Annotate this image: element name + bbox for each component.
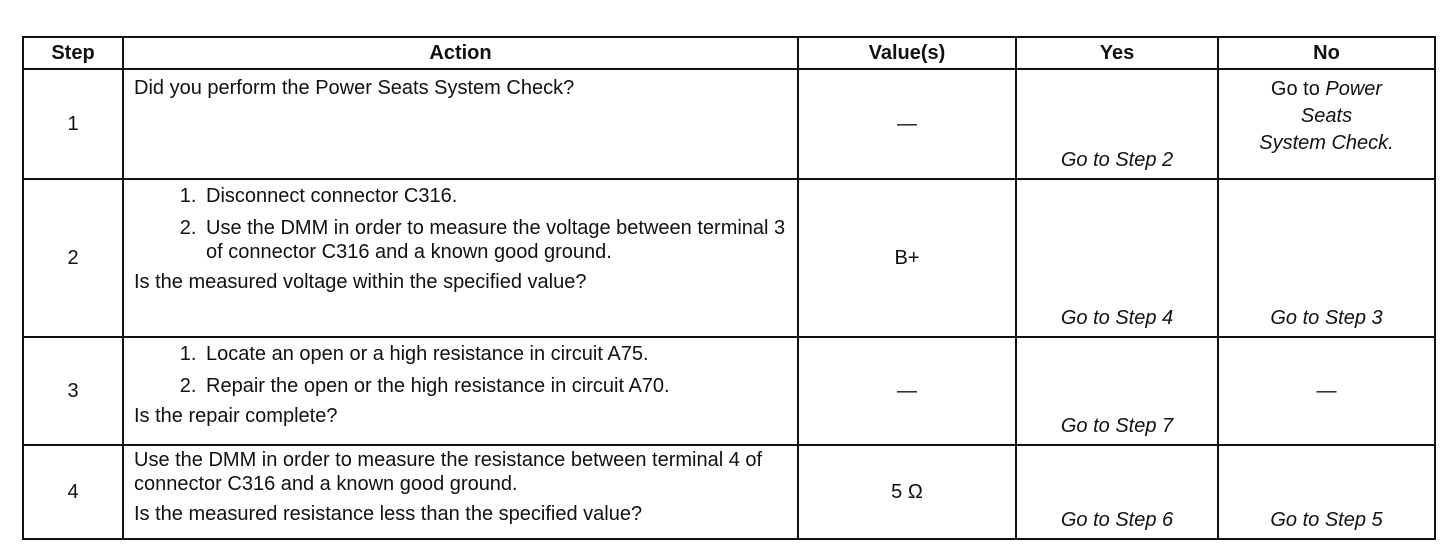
action-text: Did you perform the Power Seats System Check? — [134, 77, 575, 99]
action-cell — [123, 69, 798, 179]
no-text: Go to Step 5 — [1270, 509, 1383, 531]
action-cell — [123, 337, 798, 445]
header-step: Step — [23, 37, 123, 69]
diagnostic-table — [22, 36, 1436, 540]
action-question: Is the measured voltage within the specified value? — [134, 271, 587, 293]
table-row — [23, 69, 1435, 179]
table-row — [23, 445, 1435, 539]
step-number: 3 — [23, 337, 123, 445]
no-link-line3: System Check. — [1259, 132, 1394, 154]
no-text: Go to Step 3 — [1270, 307, 1383, 329]
table-row — [23, 179, 1435, 337]
table-row — [23, 337, 1435, 445]
no-link-line1: Power — [1325, 78, 1383, 100]
value-cell — [798, 337, 1016, 445]
action-question: Is the repair complete? — [134, 405, 338, 427]
value-text: B+ — [894, 246, 920, 269]
yes-cell — [1016, 445, 1218, 539]
value-text: — — [897, 379, 917, 402]
no-cell — [1218, 69, 1435, 179]
value-cell — [798, 445, 1016, 539]
step-number: 1 — [23, 69, 123, 179]
value-cell — [798, 69, 1016, 179]
step-number: 2 — [23, 179, 123, 337]
action-step: 1. Disconnect connector C316. — [202, 184, 791, 208]
action-step: 1. Locate an open or a high resistance in circuit A75. — [202, 342, 791, 366]
action-cell — [123, 445, 798, 539]
action-step: 2. Repair the open or the high resistance in circuit A70. — [202, 374, 791, 398]
action-steps-list — [134, 342, 791, 398]
value-text: — — [897, 112, 917, 135]
action-question: Is the measured resistance less than the specified value? — [134, 503, 643, 525]
yes-cell — [1016, 69, 1218, 179]
no-link-line2: Seats — [1300, 105, 1353, 127]
header-row — [23, 37, 1435, 69]
header-action: Action — [123, 37, 798, 69]
no-text: — — [1316, 379, 1337, 402]
yes-text: Go to Step 4 — [1060, 307, 1174, 329]
header-values: Value(s) — [798, 37, 1016, 69]
value-text: 5 Ω — [891, 480, 923, 503]
no-cell — [1218, 179, 1435, 337]
yes-cell — [1016, 337, 1218, 445]
yes-text: Go to Step 6 — [1060, 509, 1174, 531]
no-cell — [1218, 337, 1435, 445]
header-yes: Yes — [1016, 37, 1218, 69]
action-cell — [123, 179, 798, 337]
value-cell — [798, 179, 1016, 337]
action-step: 2. Use the DMM in order to measure the voltage between terminal 3 of connector C316 and a known good ground. — [202, 216, 791, 264]
action-steps-list — [134, 184, 791, 264]
no-prefix: Go to — [1270, 78, 1320, 100]
yes-cell — [1016, 179, 1218, 337]
yes-text: Go to Step 2 — [1060, 149, 1174, 171]
action-text: Use the DMM in order to measure the resistance between terminal 4 of connector C316 and a known good ground. — [134, 449, 763, 495]
yes-text: Go to Step 7 — [1060, 415, 1174, 437]
no-cell — [1218, 445, 1435, 539]
step-number: 4 — [23, 445, 123, 539]
header-no: No — [1218, 37, 1435, 69]
